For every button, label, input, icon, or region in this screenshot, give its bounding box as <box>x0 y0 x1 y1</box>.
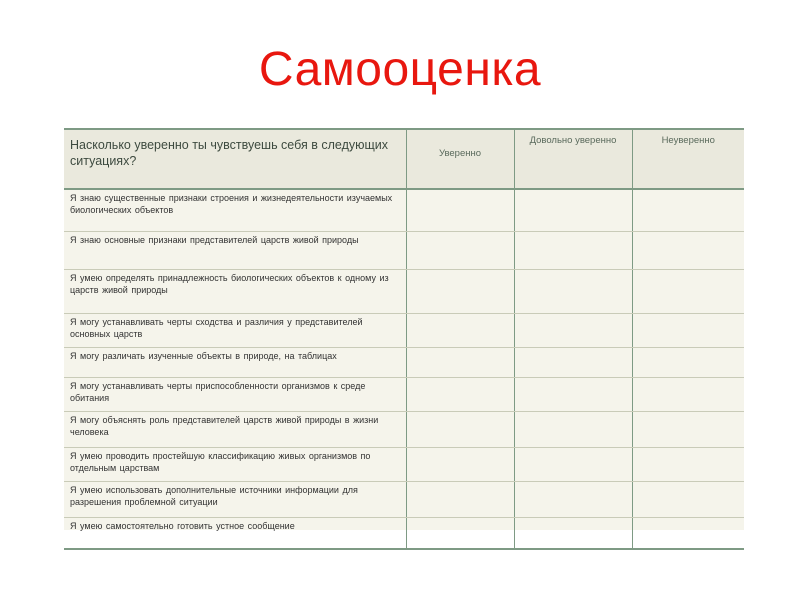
cell-confident[interactable] <box>406 231 514 269</box>
cell-not-confident[interactable] <box>632 517 744 549</box>
table-row <box>64 481 744 517</box>
cell-fairly-confident[interactable] <box>514 269 632 313</box>
cell-confident[interactable] <box>406 411 514 447</box>
row-statement: Я умею самостоятельно готовить устное сообщение <box>64 517 406 549</box>
cell-fairly-confident[interactable] <box>514 411 632 447</box>
cell-confident[interactable] <box>406 269 514 313</box>
cell-confident[interactable] <box>406 517 514 549</box>
cell-fairly-confident[interactable] <box>514 347 632 377</box>
table-row <box>64 517 744 549</box>
cell-confident[interactable] <box>406 481 514 517</box>
slide-title: Самооценка <box>258 43 542 96</box>
row-statement: Я могу различать изученные объекты в природе, на таблицах <box>64 347 406 377</box>
cell-not-confident[interactable] <box>632 189 744 231</box>
cell-fairly-confident[interactable] <box>514 517 632 549</box>
row-statement: Я знаю основные признаки представителей царств живой природы <box>64 231 406 269</box>
self-assessment-table <box>64 128 744 550</box>
cell-fairly-confident[interactable] <box>514 189 632 231</box>
cell-not-confident[interactable] <box>632 347 744 377</box>
table-row <box>64 189 744 231</box>
cell-not-confident[interactable] <box>632 269 744 313</box>
table-row <box>64 447 744 481</box>
header-fairly-confident: Довольно уверенно <box>514 129 632 189</box>
cell-not-confident[interactable] <box>632 313 744 347</box>
header-question: Насколько уверенно ты чувствуешь себя в следующих ситуациях? <box>64 129 406 189</box>
cell-confident[interactable] <box>406 313 514 347</box>
self-assessment-table-container <box>64 128 744 530</box>
cell-fairly-confident[interactable] <box>514 231 632 269</box>
table-row <box>64 313 744 347</box>
cell-fairly-confident[interactable] <box>514 377 632 411</box>
table-row <box>64 377 744 411</box>
table-row <box>64 269 744 313</box>
row-statement: Я умею определять принадлежность биологических объектов к одному из царств живой природы <box>64 269 406 313</box>
cell-not-confident[interactable] <box>632 231 744 269</box>
table-row <box>64 411 744 447</box>
row-statement: Я могу объяснять роль представителей царств живой природы в жизни человека <box>64 411 406 447</box>
cell-not-confident[interactable] <box>632 377 744 411</box>
table-row <box>64 347 744 377</box>
cell-confident[interactable] <box>406 447 514 481</box>
cell-confident[interactable] <box>406 189 514 231</box>
cell-confident[interactable] <box>406 347 514 377</box>
cell-not-confident[interactable] <box>632 411 744 447</box>
cell-fairly-confident[interactable] <box>514 447 632 481</box>
cell-fairly-confident[interactable] <box>514 313 632 347</box>
header-confident: Уверенно <box>406 129 514 189</box>
row-statement: Я могу устанавливать черты приспособленности организмов к среде обитания <box>64 377 406 411</box>
row-statement: Я умею проводить простейшую классификацию живых организмов по отдельным царствам <box>64 447 406 481</box>
table-row <box>64 231 744 269</box>
table-header-row <box>64 129 744 189</box>
cell-fairly-confident[interactable] <box>514 481 632 517</box>
cell-not-confident[interactable] <box>632 481 744 517</box>
row-statement: Я знаю существенные признаки строения и жизнедеятельности изучаемых биологических объектов <box>64 189 406 231</box>
cell-not-confident[interactable] <box>632 447 744 481</box>
row-statement: Я умею использовать дополнительные источники информации для разрешения проблемной ситуации <box>64 481 406 517</box>
header-not-confident: Неуверенно <box>632 129 744 189</box>
cell-confident[interactable] <box>406 377 514 411</box>
row-statement: Я могу устанавливать черты сходства и различия у представителей основных царств <box>64 313 406 347</box>
